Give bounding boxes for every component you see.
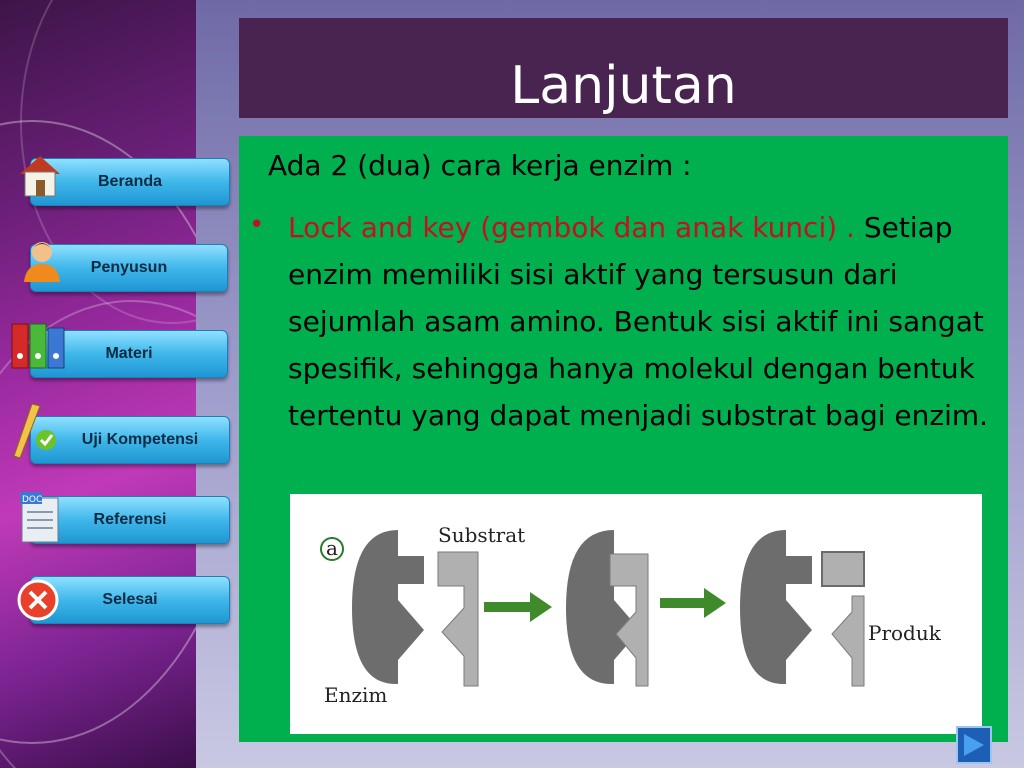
substrate-shape-1 xyxy=(438,552,478,686)
person-icon xyxy=(22,238,64,284)
title-bar xyxy=(239,18,1008,118)
enzyme-shape-1 xyxy=(352,530,424,684)
pencil-check-icon xyxy=(12,402,62,462)
nav-label: Beranda xyxy=(97,173,163,190)
slide-title: Lanjutan xyxy=(510,56,737,116)
intro-text: Ada 2 (dua) cara kerja enzim : xyxy=(268,149,692,182)
arrow-1-shaft xyxy=(484,602,532,612)
home-icon xyxy=(16,152,64,198)
produk-label: Produk xyxy=(868,621,941,645)
arrow-2-shaft xyxy=(660,598,706,608)
next-slide-icon xyxy=(964,734,984,756)
enzim-label: Enzim xyxy=(324,683,388,707)
nav-label: Uji Kompetensi xyxy=(81,431,199,448)
substrat-label: Substrat xyxy=(438,523,526,547)
nav-button-selesai[interactable] xyxy=(30,576,230,624)
bullet-paragraph xyxy=(288,204,1004,439)
nav-label: Materi xyxy=(105,345,153,362)
close-icon xyxy=(16,578,60,622)
bullet-marker: • xyxy=(249,210,265,240)
next-slide-button[interactable] xyxy=(956,726,992,764)
nav-label: Selesai xyxy=(102,591,158,608)
arrow-1-head xyxy=(530,592,552,622)
nav-label: Referensi xyxy=(93,511,167,528)
bullet-body: Setiap enzim memiliki sisi aktif yang tersusun dari sejumlah asam amino. Bentuk sisi aktif ini sangat spesifik, sehingga hanya molekul dengan bentuk tertentu yang dapat menjadi substrat bagi enzim. xyxy=(288,211,989,432)
bullet-heading: Lock and key (gembok dan anak kunci) . xyxy=(288,211,855,244)
document-icon xyxy=(18,490,62,544)
lock-and-key-figure xyxy=(290,494,982,734)
enzyme-shape-2 xyxy=(566,530,640,684)
product-piece-1 xyxy=(822,552,864,586)
arrow-2-head xyxy=(704,588,726,618)
binders-icon xyxy=(10,320,70,372)
enzyme-shape-3 xyxy=(740,530,812,684)
sidebar-background xyxy=(0,0,196,768)
nav-label: Penyusun xyxy=(90,259,168,276)
product-piece-2 xyxy=(832,596,864,686)
panel-label: a xyxy=(326,536,338,560)
svg-text:DOC: DOC xyxy=(22,495,43,505)
